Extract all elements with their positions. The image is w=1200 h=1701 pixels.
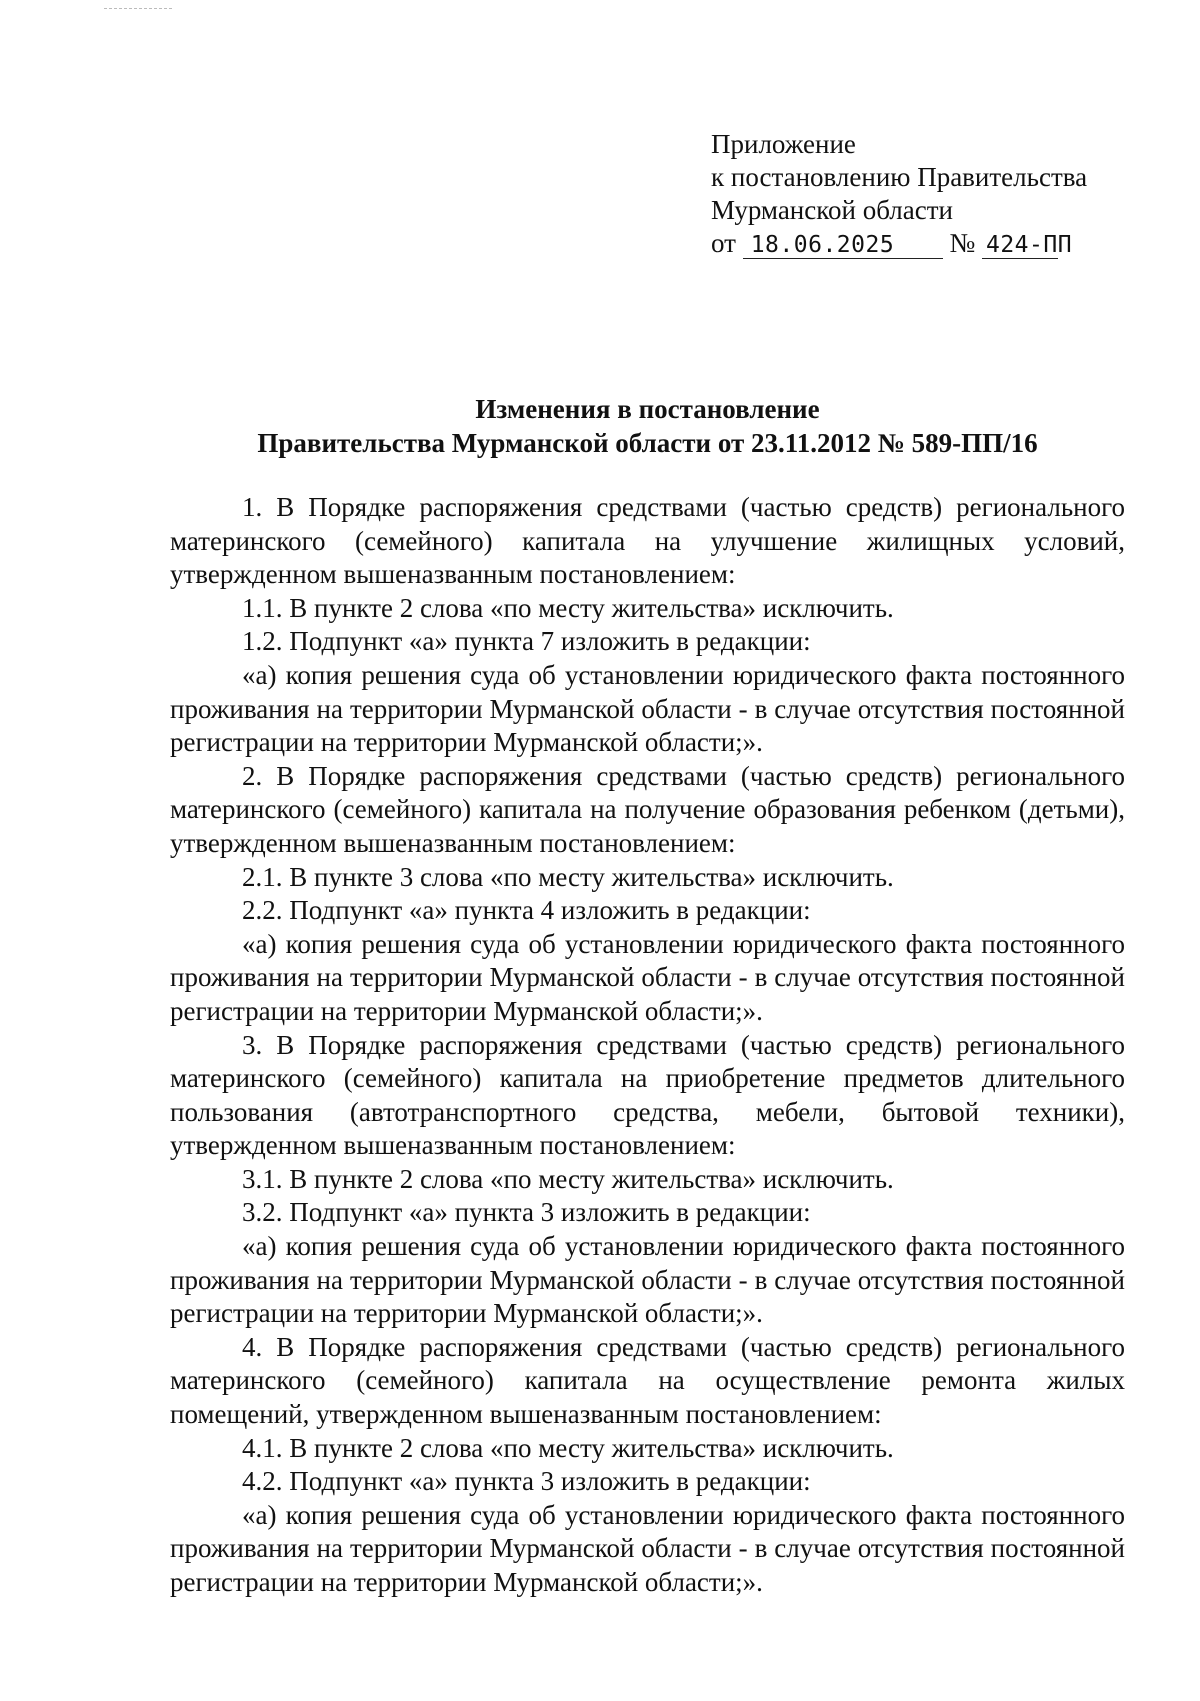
paragraph: 4.2. Подпункт «а» пункта 3 изложить в редакции:: [242, 1466, 811, 1497]
appendix-line-3: Мурманской области: [711, 195, 953, 225]
paragraph: 3. В Порядке распоряжения средствами (частью средств) регионального материнского (семейного) капитала на приобретение предметов длительного пользования (автотранспортного средства, мебели, бытовой техники), утвержденном вышеназванным постановлением:: [170, 1029, 1125, 1161]
number-label: №: [949, 228, 976, 258]
paragraph: «а) копия решения суда об установлении юридического факта постоянного проживания на территории Мурманской области - в случае отсутствия постоянной регистрации на территории Мурманской области;».: [170, 928, 1125, 1026]
appendix-line-2: к постановлению Правительства: [711, 162, 1088, 192]
paragraph: 3.2. Подпункт «а» пункта 3 изложить в редакции:: [242, 1197, 811, 1228]
appendix-date-line: [711, 227, 1087, 260]
document-body: [170, 491, 1125, 1600]
paragraph: 1.2. Подпункт «а» пункта 7 изложить в редакции:: [242, 626, 811, 657]
scan-artifact-mark: [104, 8, 172, 11]
paragraph: 2. В Порядке распоряжения средствами (частью средств) регионального материнского (семейного) капитала на получение образования ребенком (детьми), утвержденном вышеназванным постановлением:: [170, 760, 1125, 858]
paragraph: 1. В Порядке распоряжения средствами (частью средств) регионального материнского (семейного) капитала на улучшение жилищных условий, утвержденном вышеназванным постановлением:: [170, 492, 1125, 590]
decree-number: 424-ПП: [982, 232, 1058, 259]
document-title: [170, 392, 1125, 460]
paragraph: 2.1. В пункте 3 слова «по месту жительства» исключить.: [242, 861, 894, 892]
appendix-line-1: Приложение: [711, 129, 856, 159]
title-line-2: Правительства Мурманской области от 23.11.2012 № 589-ПП/16: [257, 428, 1038, 458]
paragraph: 2.2. Подпункт «а» пункта 4 изложить в редакции:: [242, 895, 811, 926]
paragraph: «а) копия решения суда об установлении юридического факта постоянного проживания на территории Мурманской области - в случае отсутствия постоянной регистрации на территории Мурманской области;».: [170, 1231, 1125, 1329]
decree-date: 18.06.2025: [743, 232, 943, 259]
paragraph: 3.1. В пункте 2 слова «по месту жительства» исключить.: [242, 1163, 894, 1194]
paragraph: «а) копия решения суда об установлении юридического факта постоянного проживания на территории Мурманской области - в случае отсутствия постоянной регистрации на территории Мурманской области;».: [170, 1499, 1125, 1597]
paragraph: 4.1. В пункте 2 слова «по месту жительства» исключить.: [242, 1432, 894, 1463]
paragraph: 4. В Порядке распоряжения средствами (частью средств) регионального материнского (семейного) капитала на осуществление ремонта жилых помещений, утвержденном вышеназванным постановлением:: [170, 1331, 1125, 1430]
paragraph: «а) копия решения суда об установлении юридического факта постоянного проживания на территории Мурманской области - в случае отсутствия постоянной регистрации на территории Мурманской области;».: [170, 659, 1125, 758]
appendix-block: [711, 128, 1087, 260]
paragraph: 1.1. В пункте 2 слова «по месту жительства» исключить.: [242, 592, 894, 623]
from-label: от: [711, 228, 736, 258]
title-line-1: Изменения в постановление: [475, 394, 820, 424]
